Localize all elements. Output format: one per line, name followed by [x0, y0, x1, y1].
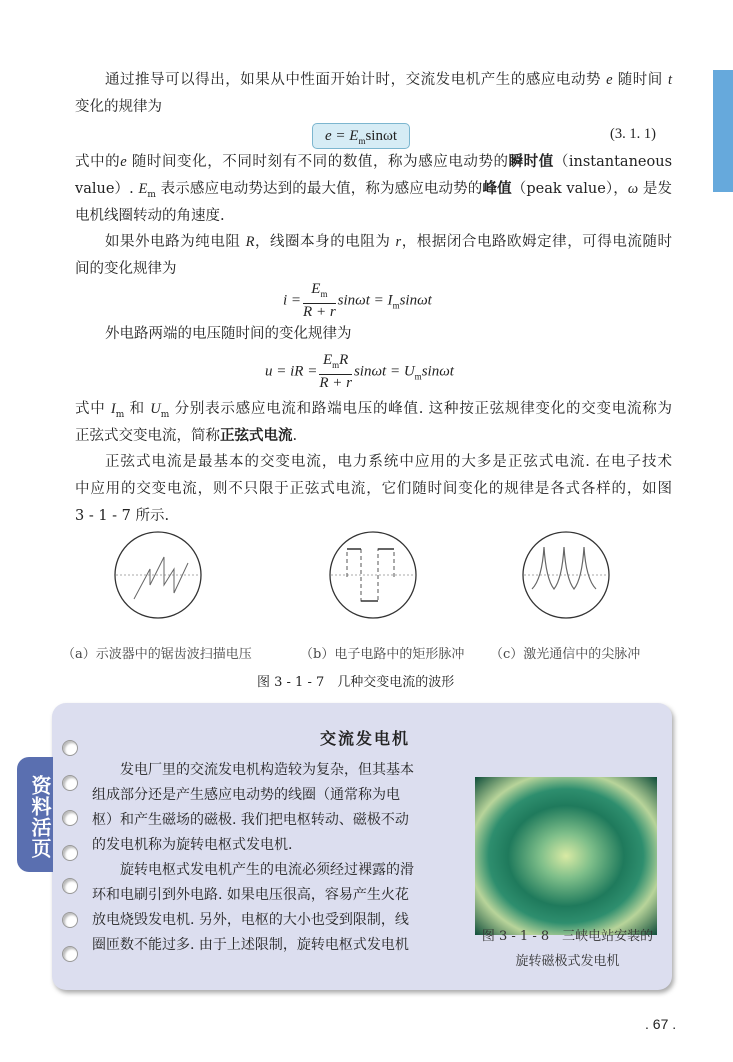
info-box-line: 枢）和产生磁场的磁极. 我们把电枢转动、磁极不动 — [92, 812, 409, 828]
info-box-line: 的发电机称为旋转电枢式发电机. — [92, 837, 293, 853]
binder-ring-icon — [62, 810, 78, 826]
paragraph-line: 式中的e 随时间变化，不同时刻有不同的数值，称为感应电动势的瞬时值（instantaneous — [75, 154, 673, 170]
sawtooth-waveform-diagram — [112, 529, 204, 621]
figure-caption-a: （a）示波器中的锯齿波扫描电压 — [62, 647, 252, 662]
binder-ring-icon — [62, 946, 78, 962]
paragraph-line: 正弦式交变电流，简称正弦式电流. — [75, 428, 298, 444]
binder-ring-icon — [62, 775, 78, 791]
spike-pulse-diagram — [520, 529, 612, 621]
binder-ring-icon — [62, 845, 78, 861]
equation-number: (3. 1. 1) — [610, 126, 656, 142]
paragraph-line: 中应用的交变电流，则不只限于正弦式电流，它们随时间变化的规律是各式各样的，如图 — [75, 481, 672, 497]
info-box-title: 交流发电机 — [320, 729, 411, 748]
figure-caption-c: （c）激光通信中的尖脉冲 — [490, 647, 641, 662]
paragraph-line: value）. $E_m$ 表示感应电动势达到的最大值，称为感应电动势的峰值（peak value），ω 是发 — [75, 181, 673, 200]
rectangular-pulse-diagram — [327, 529, 419, 621]
page-number: . 67 . — [645, 1016, 677, 1032]
info-box-line: 组成部分还是产生感应电动势的线圈（通常称为电 — [92, 787, 400, 803]
binder-ring-icon — [62, 912, 78, 928]
equation-voltage: u = iR = $\frac{E_mR}{R + r}$ $\sin\omega t = U_m\sin\omega t$ — [265, 352, 454, 391]
figure-caption-b: （b）电子电路中的矩形脉冲 — [300, 647, 465, 662]
paragraph-line: 间的变化规律为 — [75, 261, 177, 277]
paragraph-line: 如果外电路为纯电阻 R，线圈本身的电阻为 r，根据闭合电路欧姆定律，可得电流随时 — [105, 234, 673, 250]
paragraph-line: 正弦式电流是最基本的交变电流，电力系统中应用的大多是正弦式电流. 在电子技术 — [105, 454, 672, 470]
paragraph-line: 通过推导可以得出，如果从中性面开始计时，交流发电机产生的感应电动势 e 随时间 t — [105, 72, 672, 88]
photo-caption: 图 3 - 1 - 8 三峡电站安装的 — [481, 929, 654, 944]
paragraph-line: 电机线圈转动的角速度. — [75, 208, 225, 224]
info-box-tab: 资料活页 — [17, 757, 53, 872]
paragraph-line: 3 - 1 - 7 所示. — [75, 508, 170, 524]
binder-ring-icon — [62, 878, 78, 894]
binder-ring-icon — [62, 740, 78, 756]
info-box-line: 发电厂里的交流发电机构造较为复杂，但其基本 — [92, 762, 414, 778]
info-box-line: 旋转电枢式发电机产生的电流必须经过裸露的滑 — [92, 862, 414, 878]
equation-3-1-1: $e = E_m\sin\omega t$ — [312, 123, 410, 149]
equation-current: i = $\frac{E_m}{R + r}$ $\sin\omega t = I_m\sin\omega t$ — [283, 281, 432, 320]
info-box-line: 放电烧毁发电机. 另外，电枢的大小也受到限制，线 — [92, 912, 409, 928]
paragraph-line: 外电路两端的电压随时间的变化规律为 — [105, 326, 352, 342]
photo-caption: 旋转磁极式发电机 — [515, 954, 620, 969]
chapter-side-tab — [713, 70, 733, 192]
info-box-line: 环和电刷引到外电路. 如果电压很高，容易产生火花 — [92, 887, 409, 903]
generator-photo — [475, 777, 657, 935]
paragraph-line: 变化的规律为 — [75, 99, 162, 115]
figure-title: 图 3 - 1 - 7 几种交变电流的波形 — [257, 675, 455, 690]
info-box-line: 圈匝数不能过多. 由于上述限制，旋转电枢式发电机 — [92, 937, 409, 953]
paragraph-line: 式中 $I_m$ 和 $U_m$ 分别表示感应电流和路端电压的峰值. 这种按正弦规律变化的交变电流称为 — [75, 401, 673, 420]
